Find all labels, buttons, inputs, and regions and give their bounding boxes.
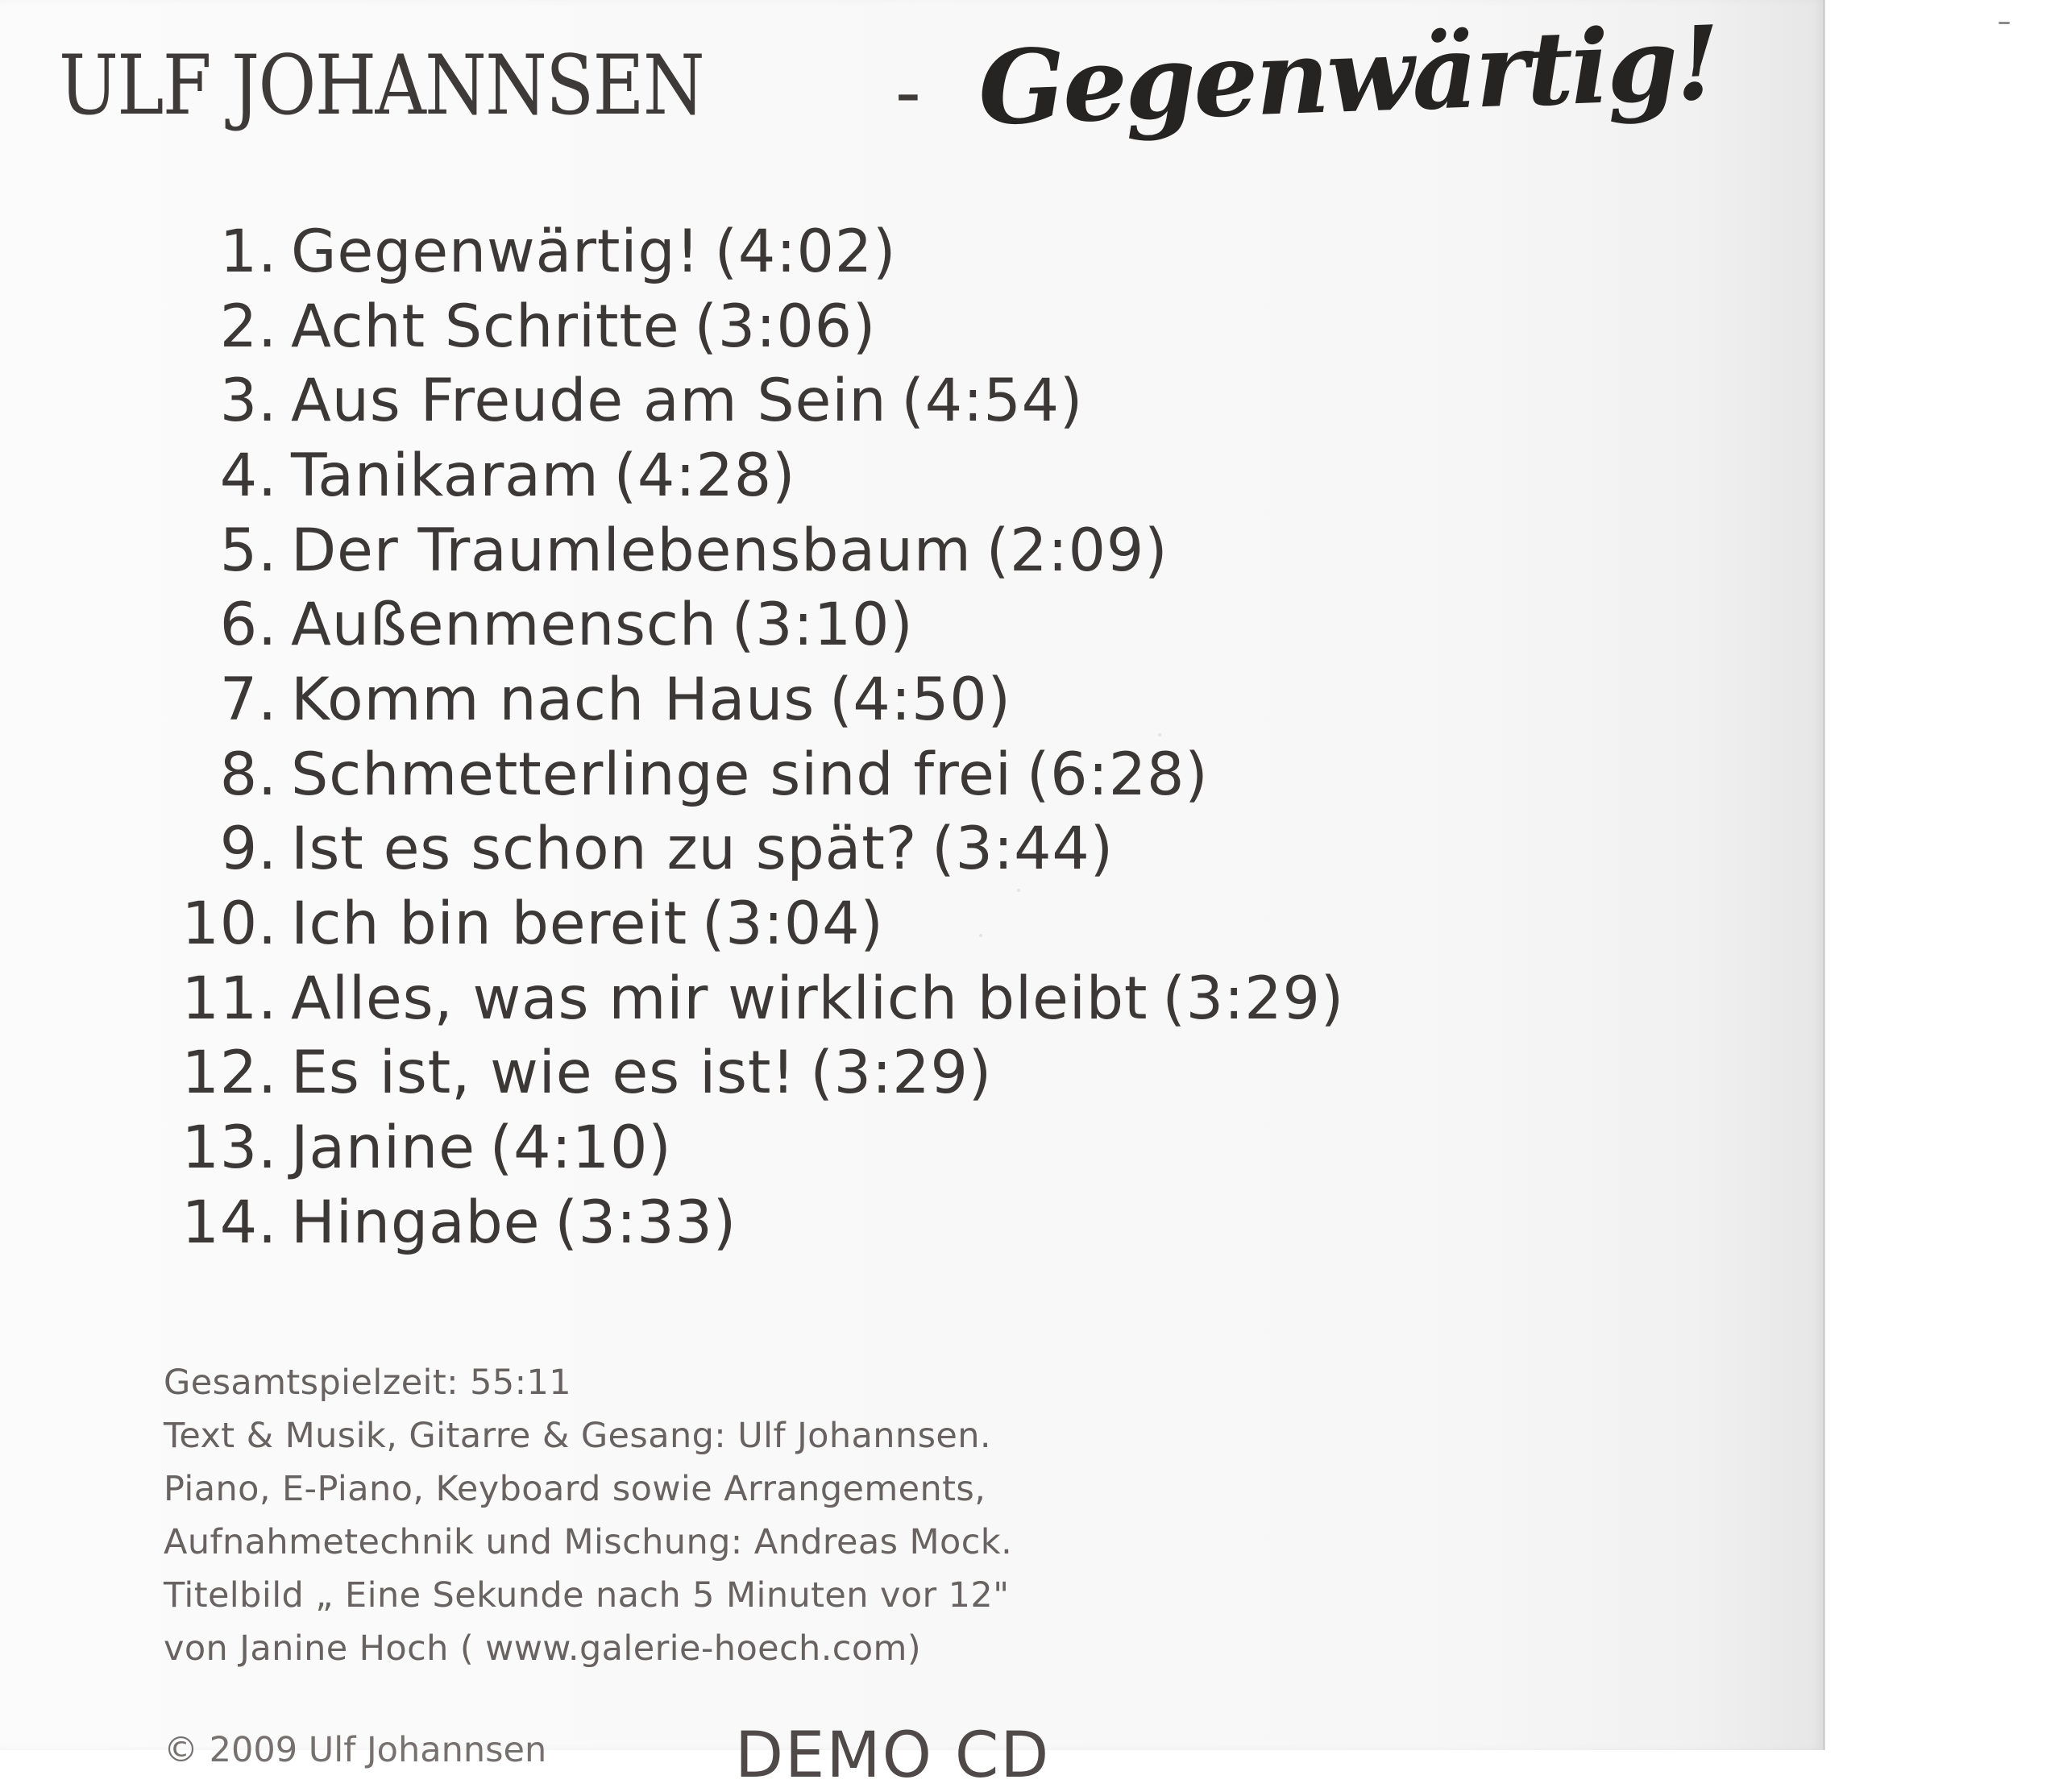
track-title: Ist es schon zu spät?	[291, 815, 918, 884]
track-number: 11.	[181, 964, 277, 1033]
track-duration: (4:54)	[901, 367, 1084, 436]
track-number: 8.	[219, 740, 277, 809]
credits-line: Piano, E-Piano, Keyboard sowie Arrangements,	[164, 1469, 986, 1509]
scan-mark	[1999, 22, 2010, 24]
track-item	[148, 289, 1344, 364]
track-duration: (3:10)	[731, 591, 914, 660]
track-title: Gegenwärtig!	[291, 217, 700, 286]
track-item	[148, 961, 1344, 1036]
track-title: Der Traumlebensbaum	[291, 516, 972, 585]
track-title: Acht Schritte	[291, 292, 680, 361]
track-item	[148, 737, 1344, 812]
track-item	[148, 1185, 1344, 1260]
track-duration: (2:09)	[986, 516, 1168, 585]
credits-line: Text & Musik, Gitarre & Gesang: Ulf Johannsen.	[164, 1416, 991, 1456]
copyright-notice: © 2009 Ulf Johannsen	[164, 1730, 547, 1770]
track-title: Hingabe	[291, 1188, 541, 1257]
track-duration: (4:50)	[829, 665, 1011, 734]
artist-name: ULF JOHANNSEN	[59, 38, 704, 134]
track-title: Ich bin bereit	[291, 890, 687, 959]
credits-block	[164, 1356, 1012, 1675]
track-number: 3.	[219, 367, 277, 436]
track-number: 5.	[219, 516, 277, 585]
track-number: 1.	[219, 217, 277, 286]
track-title: Aus Freude am Sein	[291, 367, 887, 436]
track-duration: (4:10)	[489, 1114, 672, 1183]
track-number: 12.	[181, 1039, 277, 1108]
album-title: Gegenwärtig!	[976, 2, 1720, 148]
credits-line: von Janine Hoch ( www.galerie-hoech.com)	[164, 1628, 921, 1669]
credits-line: Titelbild „ Eine Sekunde nach 5 Minuten vor 12"	[164, 1575, 1010, 1616]
track-title: Janine	[291, 1114, 475, 1183]
track-number: 2.	[219, 292, 277, 361]
track-number: 13.	[181, 1114, 277, 1183]
track-number: 10.	[181, 890, 277, 959]
track-duration: (3:06)	[694, 292, 877, 361]
track-duration: (4:28)	[613, 441, 796, 510]
track-item	[148, 513, 1344, 588]
paper-speck	[1158, 733, 1161, 736]
track-number: 14.	[181, 1188, 277, 1257]
track-item	[148, 438, 1344, 513]
track-item	[148, 886, 1344, 961]
paper-speck	[1017, 889, 1020, 892]
track-item	[148, 1036, 1344, 1111]
tracklist	[148, 214, 1344, 1260]
track-duration: (6:28)	[1026, 740, 1209, 809]
title-separator: -	[895, 48, 921, 136]
track-duration: (3:44)	[932, 815, 1114, 884]
track-title: Komm nach Haus	[291, 665, 816, 734]
paper-speck	[979, 934, 982, 937]
track-duration: (3:33)	[554, 1188, 737, 1257]
track-item	[148, 587, 1344, 662]
track-number: 6.	[219, 591, 277, 660]
track-number: 7.	[219, 665, 277, 734]
track-item	[148, 214, 1344, 289]
total-playtime: Gesamtspielzeit: 55:11	[164, 1363, 572, 1403]
credits-line: Aufnahmetechnik und Mischung: Andreas Mock.	[164, 1522, 1013, 1562]
track-item	[148, 812, 1344, 887]
track-title: Außenmensch	[291, 591, 717, 660]
track-duration: (4:02)	[714, 217, 897, 286]
track-item	[148, 1110, 1344, 1185]
track-item	[148, 363, 1344, 438]
track-item	[148, 662, 1344, 737]
track-title: Es ist, wie es ist!	[291, 1039, 796, 1108]
demo-cd-label: DEMO CD	[735, 1719, 1051, 1792]
track-number: 4.	[219, 441, 277, 510]
track-duration: (3:04)	[701, 890, 884, 959]
track-title: Tanikaram	[291, 441, 600, 510]
track-duration: (3:29)	[810, 1039, 993, 1108]
track-title: Schmetterlinge sind frei	[291, 740, 1012, 809]
track-title: Alles, was mir wirklich bleibt	[291, 964, 1148, 1033]
paper-edge	[1823, 0, 1824, 1750]
track-duration: (3:29)	[1162, 964, 1345, 1033]
track-number: 9.	[219, 815, 277, 884]
